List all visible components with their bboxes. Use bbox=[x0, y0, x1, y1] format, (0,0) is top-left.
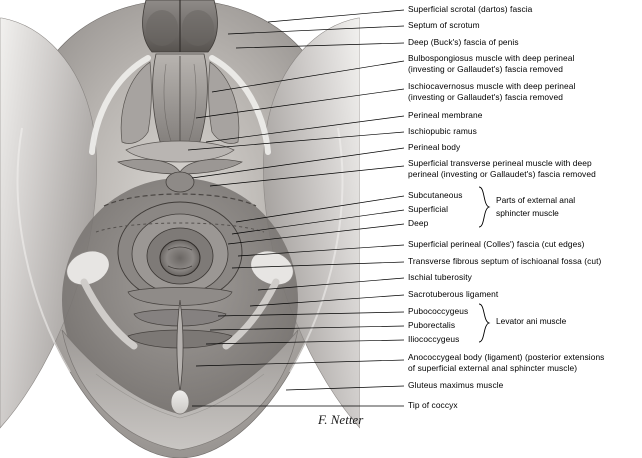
label-tip-of-coccyx: Tip of coccyx bbox=[408, 400, 458, 410]
label-superficial-transverse-perineal-muscle: Superficial transverse perineal muscle with deep bbox=[408, 158, 592, 168]
perineal-body bbox=[166, 172, 194, 192]
label-gluteus-maximus-muscle: Gluteus maximus muscle bbox=[408, 380, 504, 390]
label-perineal-body: Perineal body bbox=[408, 142, 461, 152]
label-septum-of-scrotum: Septum of scrotum bbox=[408, 20, 480, 30]
artist-signature: F. Netter bbox=[318, 412, 364, 427]
label-ischial-tuberosity: Ischial tuberosity bbox=[408, 272, 472, 282]
label-bucks-fascia-of-penis: Deep (Buck's) fascia of penis bbox=[408, 37, 519, 47]
label-puborectalis: Puborectalis bbox=[408, 320, 456, 330]
external-anal-sphincter-brace bbox=[478, 186, 492, 228]
label-transverse-fibrous-septum: Transverse fibrous septum of ischioanal fossa (cut) bbox=[408, 256, 602, 266]
label-perineal-membrane: Perineal membrane bbox=[408, 110, 483, 120]
brace-label-levator-ani: Levator ani muscle bbox=[496, 316, 567, 326]
left-testis-shadow bbox=[146, 10, 178, 46]
right-testis-shadow bbox=[182, 10, 214, 46]
label-pubococcygeus: Pubococcygeus bbox=[408, 306, 469, 316]
brace-label-external-anal-sphincter-line2: sphincter muscle bbox=[496, 208, 559, 218]
label-ischiocavernosus-muscle-line2: (investing or Gallaudet's) fascia removed bbox=[408, 92, 563, 102]
label-iliococcygeus: Iliococcygeus bbox=[408, 334, 460, 344]
label-superficial: Superficial bbox=[408, 204, 449, 214]
label-subcutaneous: Subcutaneous bbox=[408, 190, 463, 200]
label-sacrotuberous-ligament: Sacrotuberous ligament bbox=[408, 289, 499, 299]
label-superficial-perineal-colles-fascia: Superficial perineal (Colles') fascia (cut edges) bbox=[408, 239, 585, 249]
label-ischiocavernosus-muscle: Ischiocavernosus muscle with deep perineal bbox=[408, 81, 576, 91]
label-anococcygeal-body-line2: of superficial external anal sphincter muscle) bbox=[408, 363, 578, 373]
label-ischiopubic-ramus: Ischiopubic ramus bbox=[408, 126, 477, 136]
label-superficial-scrotal-fascia: Superficial scrotal (dartos) fascia bbox=[408, 4, 533, 14]
label-anococcygeal-body: Anococcygeal body (ligament) (posterior extensions bbox=[408, 352, 605, 362]
anal-orifice bbox=[160, 240, 200, 276]
label-deep: Deep bbox=[408, 218, 429, 228]
levator-ani-brace bbox=[478, 303, 492, 343]
brace-label-external-anal-sphincter-line1: Parts of external anal bbox=[496, 195, 576, 205]
label-bulbospongiosus-muscle-line2: (investing or Gallaudet's) fascia removed bbox=[408, 64, 563, 74]
label-superficial-transverse-perineal-muscle-line2: perineal (investing or Gallaudet's) fascia removed bbox=[408, 169, 596, 179]
label-bulbospongiosus-muscle: Bulbospongiosus muscle with deep perineal bbox=[408, 53, 575, 63]
tip-of-coccyx bbox=[171, 390, 189, 414]
